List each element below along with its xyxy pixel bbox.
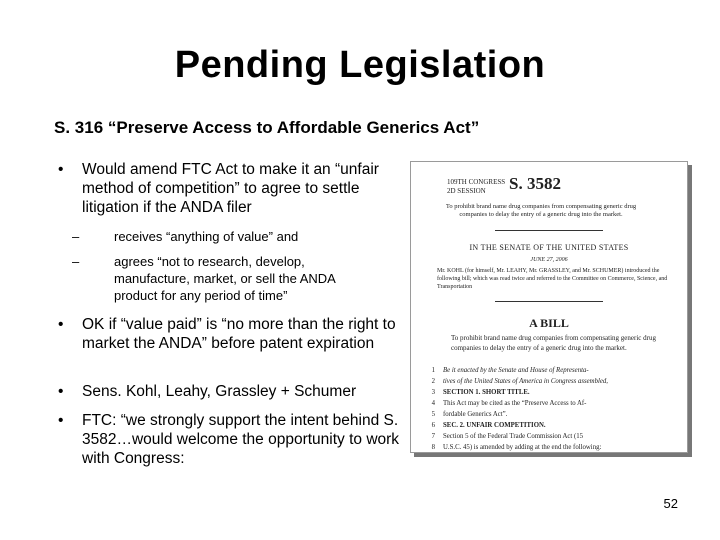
bullet-icon: •: [58, 412, 64, 429]
line-text: tives of the United States of America in Congress assembled,: [443, 378, 608, 385]
bill-congress: 109TH CONGRESS: [447, 178, 506, 186]
line-number: 6: [431, 422, 435, 429]
slide-subtitle: S. 316 “Preserve Access to Affordable Generics Act”: [54, 118, 480, 137]
bill-line: [421, 389, 530, 397]
line-number: 4: [431, 400, 435, 407]
line-number: 7: [431, 433, 435, 440]
bill-session: 2D SESSION: [447, 187, 486, 195]
slide-title: Pending Legislation: [174, 44, 546, 86]
line-text: SECTION 1. SHORT TITLE.: [443, 389, 530, 396]
line-text: This Act may be cited as the “Preserve Access to Af-: [443, 400, 587, 407]
bill-line: [421, 378, 608, 386]
line-number: 2: [431, 378, 435, 385]
line-text: Be it enacted by the Senate and House of Representa-: [443, 367, 589, 374]
line-number: 5: [431, 411, 435, 418]
bullet-text: OK if “value paid” is “no more than the right to market the ANDA” before patent expiration: [82, 316, 396, 352]
bill-line: [421, 422, 546, 430]
line-text: SEC. 2. UNFAIR COMPETITION.: [443, 422, 546, 429]
bill-line: [421, 400, 586, 408]
bill-line: [421, 444, 601, 452]
bullet-icon: •: [58, 383, 64, 400]
bullet-text: FTC: “we strongly support the intent behind S. 3582…would welcome the opportunity to work with Congress:: [82, 412, 400, 467]
bullet-text: Would amend FTC Act to make it an “unfair method of competition” to agree to settle litigation if the ANDA filer: [82, 161, 379, 216]
line-number: 1: [431, 367, 435, 374]
divider: [495, 230, 603, 231]
bill-line: [421, 411, 507, 419]
sub-bullet-text: agrees “not to research, develop, manufacture, market, or sell the ANDA product for any period of time”: [114, 254, 336, 303]
bill-congress-session: [447, 178, 505, 196]
line-text: Section 5 of the Federal Trade Commission Act (15: [443, 433, 584, 440]
bill-date: JUNE 27, 2006: [530, 257, 568, 263]
bill-abstract: To prohibit brand name drug companies from compensating generic drug companies to delay the entry of a generic drug into the market.: [451, 334, 656, 352]
bill-intro: Mr. KOHL (for himself, Mr. LEAHY, Mr. GRASSLEY, and Mr. SCHUMER) introduced the following bill; which was read twice and referred to the Committee on Commerce, Science, and Transportation: [437, 268, 668, 290]
bill-line: [421, 367, 589, 375]
line-number: 8: [431, 444, 435, 451]
page-number: 52: [663, 496, 678, 511]
bullet-icon: •: [58, 316, 64, 333]
bullet-icon: •: [58, 161, 64, 178]
bullet-text: Sens. Kohl, Leahy, Grassley + Schumer: [82, 383, 357, 400]
bill-heading: A BILL: [529, 316, 569, 330]
dash-icon: –: [72, 229, 80, 244]
bill-line: [421, 433, 583, 441]
sub-bullet-text: receives “anything of value” and: [114, 229, 299, 244]
divider: [495, 301, 603, 302]
bill-chamber: IN THE SENATE OF THE UNITED STATES: [469, 243, 629, 252]
dash-icon: –: [72, 254, 80, 269]
bill-document-image: [410, 161, 688, 453]
bill-number: S. 3582: [509, 174, 561, 193]
line-text: U.S.C. 45) is amended by adding at the end the following:: [443, 444, 602, 451]
line-text: fordable Generics Act”.: [443, 411, 508, 418]
line-number: 3: [431, 389, 435, 396]
bill-purpose: To prohibit brand name drug companies from compensating generic drug companies to delay the entry of a generic drug into the market.: [445, 203, 637, 218]
